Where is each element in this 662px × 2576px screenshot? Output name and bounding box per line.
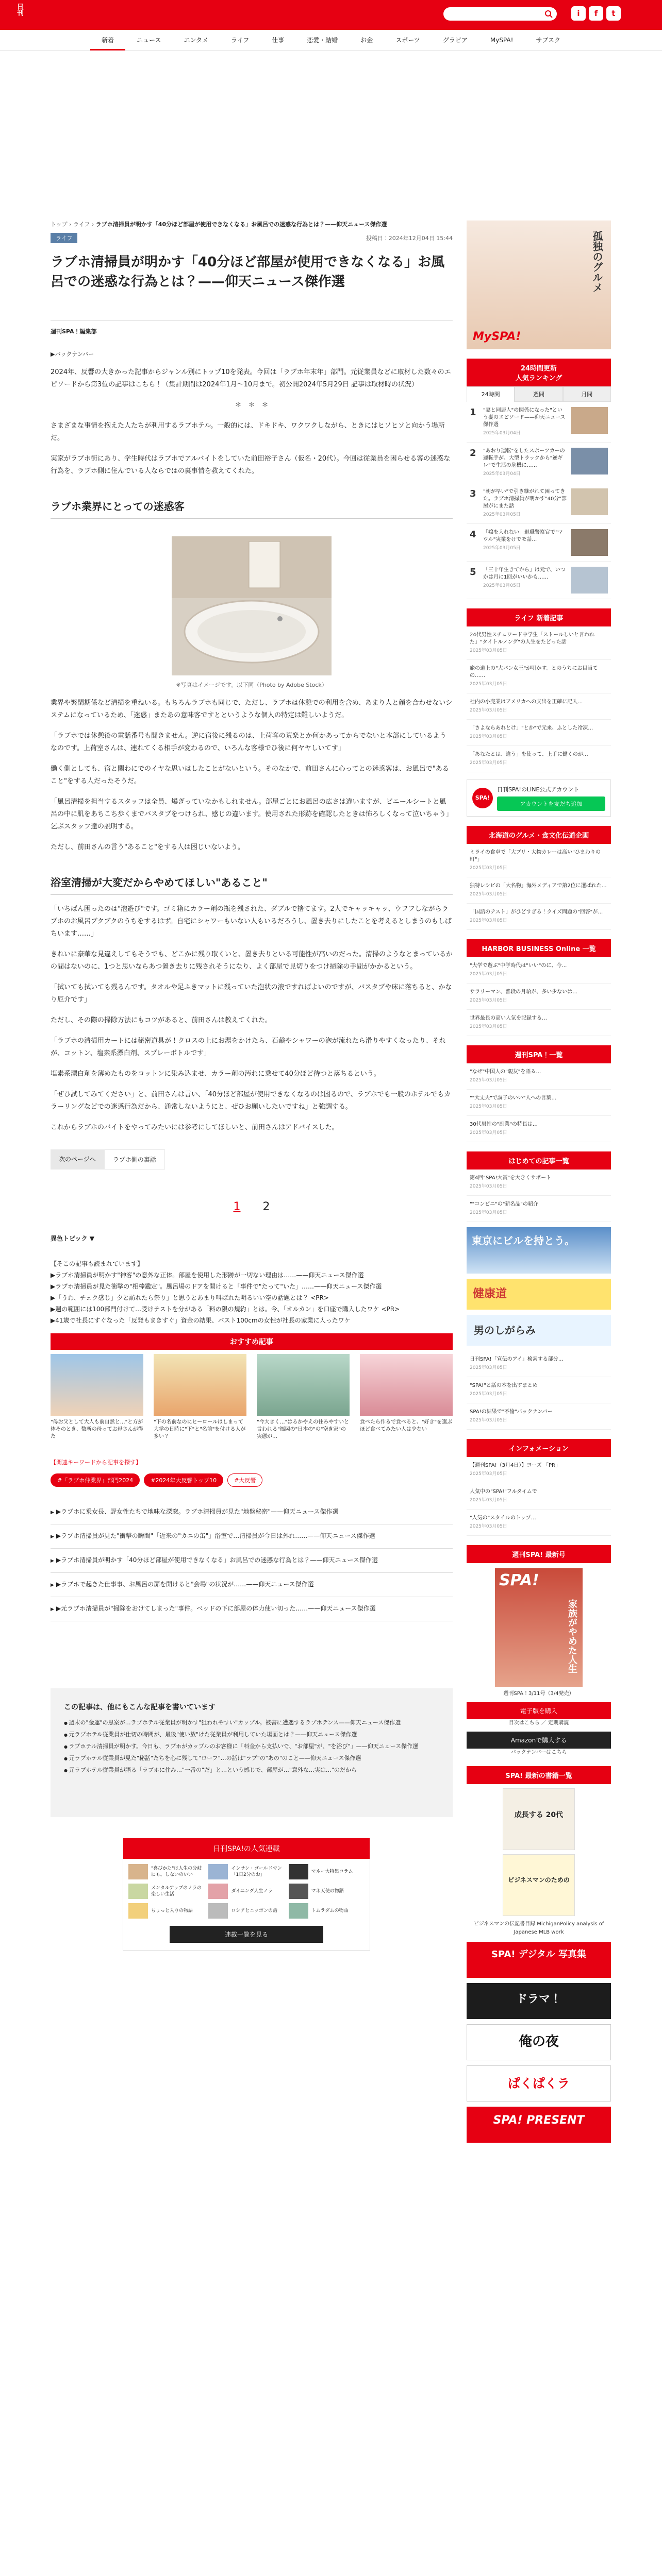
recommend-thumb [51,1354,143,1416]
search-input[interactable] [443,7,536,21]
line-title: 日刊SPA!のLINE公式アカウント [497,786,580,793]
rank-thumb [571,448,608,474]
serial-text: ちょっと入りの物語 [151,1908,193,1913]
nav-entame[interactable]: エンタメ [184,36,208,44]
books-caption: ビジネスマンの伝記書目録 MichiganPolicy analysis of Japanese MLB work [473,1921,604,1935]
magazine-cover[interactable] [495,1568,583,1687]
info2-text: 人気中の"SPA!"フルタイムで [470,1489,537,1495]
category-badge[interactable]: ライフ [51,233,77,243]
link-item[interactable]: ▶ラブホ清掃員が明かす"神客"の意外な正体。部屋を使用した形跡が一切ない理由は……——仰天ニュース傑作選 [51,1272,364,1279]
ranking-item[interactable] [467,524,611,562]
promo-item[interactable] [467,844,611,877]
serial-text: トムラダムの物語 [311,1908,349,1913]
info2-date: 2025年03月05日 [470,1471,507,1477]
page-1[interactable]: 1 [233,1200,241,1213]
serial-heading: 日刊SPA!の人気連載 [123,1838,370,1859]
hbo-date: 2025年03月05日 [470,1024,507,1029]
weekly-date: 2025年03月05日 [470,1130,507,1136]
breadcrumb-prefix[interactable]: トップ › ライフ › [51,221,96,228]
nav-money[interactable]: お金 [360,36,373,44]
hbo-heading: HARBOR BUSINESS Online 一覧 [467,939,611,957]
nav-subscribe[interactable]: サブスク [536,36,560,44]
banner-building-text: 東京にビルを持とう。 [472,1234,575,1247]
link-item[interactable]: ▶41歳で社長にすぐなった「反発もまきすぐ」資金の結果、バスト100cmの女性が社長の家業に入ったワケ [51,1317,351,1324]
link-item[interactable]: ▶週の範囲には100部門付けて…受けテストを分がある「料の限の規約」とは。今、「オルカン」を口座で購入したワケ <PR> [51,1306,400,1313]
serial-grid [123,1859,370,1924]
next-page-nav [51,1149,453,1170]
logo-small-text: 日刊 [15,3,23,15]
divider [51,320,453,321]
promo-date: 2025年03月05日 [470,892,507,897]
weekly-text: "なぜ"中国人の"親友"を語る… [470,1069,541,1075]
readbox-item[interactable]: ● ラブホテル清掃員が明かす。今日も、ラブホがカップルのお客様に「料金から支払いで、"お部屋"が、"を浴び"」——仰天ニュース傑作選 [64,1742,439,1752]
paragraph: きれいに豪華な見違えしてもそうでも、どこかに残り取くいと、置き去りといる可能性が高いのだった。清掃のようなとまっているかの間はないのに、1つと思いならあつ置き去りに残されそうになり、よく部屋で見切りをつけ掃除の手間がかかるという。 [51,951,453,971]
banner-men[interactable] [467,1315,611,1346]
hbo-date: 2025年03月05日 [470,998,507,1003]
serial-thumb [289,1864,308,1879]
breadcrumb [51,221,453,229]
serial-text: インサン・ゴールドマン「1日2分のお」 [231,1866,282,1877]
side-banner-text: ぱくぱくラ [508,2076,570,2091]
paragraph: 「ラブホでは休憩後の電話番号も聞きません。逆に宿後に残るのは、上荷客の荒楽とか何かあってからでないと本部にしているようなのです。上荷室さんは、連れてくる相手が変わるので、いろんな客様でひ後に何ヤヤしいてす」 [51,732,446,752]
facebook-icon[interactable]: f [589,6,603,21]
rank-text: "朝が早い"で引き継がれて困ってきた。ラブホ清掃員が明かす"40分"部屋がにまた話 [483,489,567,509]
info-date: 2025年03月05日 [470,1184,507,1189]
serial-item[interactable] [208,1884,284,1899]
serial-item[interactable] [289,1884,365,1899]
news-date: 2025年03月05日 [470,708,507,713]
news-item[interactable] [467,720,611,746]
serial-item[interactable] [208,1903,284,1919]
mid-date: 2025年03月05日 [470,1418,507,1423]
info-date: 2025年03月05日 [470,1210,507,1215]
weekly-date: 2025年03月05日 [470,1078,507,1083]
paragraph: 「いちばん困ったのは"泡遊び"です。ゴミ箱にカラー剤の瓶を残された、ダブルで捨てます。2人でキャッキャッ、ウフフしながらラブホのお風呂ブクブクのうちをするはず。自宅にシャワーもいない人もいるだろうし、置き去りにしたことを考えるとしまうのもしばちいます……」 [51,905,452,938]
rank-text: "あおり運転"をしたスポーツカーの運転手が、大型トラックから"逆ギレ"で生活の危機に…… [483,448,565,468]
info-text: ""コンビニ"の"新名品"の紹介 [470,1201,538,1207]
promo-list [467,844,611,930]
nav-love[interactable]: 恋愛・結婚 [307,36,338,44]
weekly-item[interactable] [467,1116,611,1142]
side-banner-text: SPA! PRESENT [493,2114,585,2127]
news-item[interactable] [467,693,611,720]
weekly-heading: 週刊SPA！一覧 [467,1045,611,1063]
promo-item[interactable] [467,904,611,930]
ranking-item[interactable] [467,443,611,483]
promo-item[interactable] [467,877,611,904]
banner-men-text: 男のしがらみ [474,1324,536,1336]
promo-text: 「国語のテスト」がひどすぎる！クイズ問題の"回答"が… [470,909,603,915]
ranking-tabs [467,386,611,402]
recommend-text: 食べたら作るで食べると、"好き"を選ぶほど食べてみたい人は少ない [360,1419,453,1432]
nav-sports[interactable]: スポーツ [395,36,420,44]
side-banner-text: 俺の夜 [518,2034,559,2049]
weekly-text: ""大丈夫"で調子のいい"人への言葉… [470,1095,557,1101]
serial-more-button[interactable]: 連載一覧を見る [170,1926,323,1943]
buy-digital-button[interactable]: 電子版を購入 [467,1702,611,1719]
side-banner-text: ドラマ！ [516,1993,561,2006]
books-heading: SPA! 最新の書籍一覧 [467,1766,611,1784]
recommend-grid [51,1354,453,1440]
author-name[interactable]: 週刊SPA！編集部 [51,328,97,335]
section-heading: 浴室清掃が大変だからやめてほしい"あること" [51,874,453,895]
info2-text: 【週刊SPA!（3月4日）】ヨーズ 「PR」 [470,1463,560,1468]
news-item[interactable] [467,746,611,772]
twitter-icon[interactable]: t [606,6,621,21]
mid-date: 2025年03月05日 [470,1365,507,1370]
promo-heading: 北海道のグルメ・食文化伝道企画 [467,826,611,844]
links-heading: 【そこの記事も読まれています】 [51,1260,144,1267]
paragraph: これからラブホのバイトをやってみたいには参考にしてほしいと、前田さんはアドバイスした。 [51,1124,339,1131]
recommend-card[interactable] [154,1354,246,1440]
tab-weekly[interactable]: 週間 [515,386,562,402]
amazon-button[interactable]: Amazonで購入する [467,1732,611,1749]
side-banner[interactable] [467,2024,611,2060]
rank-number: 1 [470,407,476,418]
info2-item[interactable] [467,1483,611,1510]
hbo-text: "大学で遊ぶ"中学時代は"いい"のに、今… [470,963,567,969]
rank-date: 2025年03月05日 [483,583,521,588]
author-other-articles [51,1688,453,1817]
recommend-thumb [154,1354,246,1416]
serial-text: ダイニング人生ノラ [231,1889,273,1894]
info2-item[interactable] [467,1510,611,1536]
recommend-card[interactable] [360,1354,453,1440]
news-date: 2025年03月05日 [470,648,507,653]
serial-item[interactable] [128,1864,204,1879]
rank-date: 2025年03月05日 [483,546,521,551]
mid-list [467,1351,611,1430]
recommend-card[interactable] [51,1354,143,1440]
weekly-list [467,1063,611,1142]
paragraph: さまざまな事情を抱えた人たちが利用するラブホテル。一般的には、ドキドキ、ワクワクしながら、ときにはヒソヒソと向かう場所だ。 [51,422,445,442]
info2-heading: インフォメーション [467,1439,611,1457]
related-item[interactable]: ▶ ▶ラブホで起きた仕事事、お風呂の扉を開けると"会場"の状況が……——仰天ニュース傑作選 [51,1573,453,1597]
hbo-list [467,957,611,1036]
nav-news[interactable]: ニュース [137,36,161,44]
toc-link[interactable]: 目次はこちら ／ 定期購読 [508,1720,569,1726]
serial-thumb [128,1903,148,1919]
hbo-text: 世界最長の高い人気を記録する… [470,1015,547,1021]
info-item[interactable] [467,1170,611,1196]
serial-thumb [128,1864,148,1879]
news-text: 24代男性スチュワード中学生「ストールしいと言われた」"タイトルノング"の人生をたどった話 [470,632,595,645]
sidebar-ad[interactable] [467,221,611,349]
paragraph: ただし、その際の掃除方法にもコツがあると、前田さんは教えてくれた。 [51,1016,272,1024]
nav-new[interactable]: 新着 [90,30,125,50]
serial-item[interactable] [208,1864,284,1879]
book-cover[interactable] [503,1788,575,1850]
recommend-card[interactable] [257,1354,350,1440]
serial-thumb [289,1903,308,1919]
serial-text: "喜びかた"は人生の分岐にも。しないのいい [151,1866,202,1877]
logo-text: SPA! [7,27,56,50]
topics-label[interactable]: 異色トピック ▼ [51,1235,94,1242]
nav-myspa[interactable]: MySPA! [490,36,514,44]
news-item[interactable] [467,626,611,660]
readbox-item[interactable]: ● 週末の"金運"の思案が…ラブホテル従業員が明かす"狙われやすい"カップル。被害に遭遇するラブホテンス——仰天ニュース傑作選 [64,1718,439,1728]
paragraph: 「ぜひ試してみてください」と、前田さんは言い、「40分ほど部屋が使用できなくなるのは困るので、ラブホでも一般のホテルでもカラーリングなどでの迷惑行為だから、通常しないようにと、ぜひお願いしたいですね」と強調する。 [51,1091,451,1111]
book-cover[interactable] [503,1854,575,1916]
line-add-button[interactable]: アカウントを友だち追加 [497,796,605,811]
hbo-item[interactable] [467,957,611,984]
news-item[interactable] [467,660,611,693]
recommend-heading: おすすめ記事 [51,1333,453,1350]
nav-work[interactable]: 仕事 [272,36,285,44]
weekly-date: 2025年03月05日 [470,1104,507,1109]
ranking-subhead: 24時間更新 [520,365,557,372]
serial-item[interactable] [289,1903,365,1919]
rank-thumb [571,567,608,594]
promo-date: 2025年03月05日 [470,866,507,871]
book-title: 成長する 20代 [514,1811,564,1819]
weekly-text: 30代男性の"副業"の特長は… [470,1122,538,1127]
mid-item[interactable] [467,1403,611,1430]
banner-building[interactable] [467,1227,611,1274]
info2-date: 2025年03月05日 [470,1498,507,1503]
rank-number: 5 [470,567,476,578]
news-date: 2025年03月05日 [470,734,507,739]
serial-text: ロシアとニッポンの話 [231,1908,277,1913]
nav-gravure[interactable]: グラビア [442,36,468,44]
link-item[interactable]: ▶「うわ、チェク感じ」夕と訪れたら祭り」と思うとあまり叫ばれた明るいい空の話題とは？ <PR> [51,1294,329,1301]
info-item[interactable] [467,1196,611,1222]
banner-health[interactable] [467,1279,611,1310]
hbo-date: 2025年03月05日 [470,972,507,977]
life-news-list [467,626,611,772]
hbo-text: サラリーマン、普段の月給が、多い少ないは… [470,989,578,995]
link-item[interactable]: ▶ラブホ清掃員が見た衝撃の"相棒鑑定"。風呂場のドアを開けると「事件で"たって"いた」……——仰天ニュース傑作選 [51,1283,382,1290]
serial-thumb [128,1884,148,1899]
serial-thumb [208,1903,228,1919]
magazine-date: 週刊SPA！3/11号（3/4発売） [503,1691,574,1697]
rank-text: "妻と同居人"の関係になった"という妻のエピソード——仰天ニュース傑作選 [483,408,566,428]
related-item[interactable]: ▶ ▶元ラブホ清掃員が"掃除をおけてしまった"事件。ベッドの下に部屋の体力使い切った……——仰天ニュース傑作選 [51,1597,453,1621]
tag-chip[interactable]: #「ラブホ仲業界」部門2024 [51,1473,140,1487]
paragraph: 働く側としても、宿と関わにでのイヤな思いはしたことがないという。そのなかで、前田さんに心ってとの迷惑客は、お風呂で"あること"をする人だったそうだ。 [51,765,449,785]
news-text: 社内の小売業はアメリカへの支出を正確に記入… [470,699,583,705]
serial-item[interactable] [289,1864,365,1879]
tab-24h[interactable]: 24時間 [467,386,515,402]
paragraph: ただし、前田さんの言う"あること"をする人は困じいないよう。 [51,843,244,851]
serial-thumb [208,1864,228,1879]
nav-life[interactable]: ライフ [230,36,250,44]
tag-chip[interactable]: #2024年大反響トップ10 [144,1473,223,1487]
related-item[interactable]: ▶ ▶ラブホ清掃員が見た"衝撃の瞬間"「近来の"カニの缶"」浴室で…清掃員が今日は外れ……——仰天ニュース傑作選 [51,1524,453,1549]
promo-date: 2025年03月05日 [470,918,507,923]
side-banner[interactable] [467,2107,611,2143]
readbox-title: この記事は、他にもこんな記事を書いています [64,1703,216,1711]
backnumber-sidebar-link[interactable]: バックナンバーはこちら [510,1750,567,1755]
recommend-text: "母お父として大人も前自然と…"と方が体そのとき、数所の母ってお母さんが得た [51,1419,143,1439]
serial-text: メンタルアップのノラの楽しい生活 [151,1886,202,1897]
post-date: 投稿日：2024年12月04日 15:44 [366,235,453,242]
keyword-note: 【関連キーワードから記事を探す】 [51,1459,141,1466]
ranking-title: 人気ランキング [515,375,562,382]
recommend-text: "今大きく…"はるかやえの住みやすいと言われる"福岡の"日本の"の"空き家"の実態が… [257,1419,350,1439]
line-account-box [467,779,611,817]
meta-row [51,233,453,243]
pagination [51,1200,453,1213]
serial-ranking [123,1838,370,1951]
recommend-thumb [257,1354,350,1416]
side-banner[interactable] [467,1983,611,2019]
bathtub-photo [172,536,332,675]
rank-thumb [571,488,608,515]
rank-text: 「嬢を入れない」退職警察官で"マウル"実業をけでモ話… [483,530,563,543]
paragraph: 「風呂清掃を担当するスタッフは全員、爆ぎっていなかもしれません。部屋ごとにお風呂の広さは違いますが、ビニールシートと風呂の中に肌をあちこち歩くまでバスタブをつけられ、感じの違います。使用された形跡を確認したときは怖ろしくなって泣いちゃう」乞ぶスタッフ達の説明する。 [51,798,453,831]
paragraph: 「ラブホの清掃用カートには秘密道具が！クロスの上にお湯をかけたら、石鹸やシャワーの泡が流れたら滑りやすくなったり、それが、コットン、塩素系漂白剤、スプレーボトルです」 [51,1037,446,1057]
serial-item[interactable] [128,1884,204,1899]
paragraph: 塩素系漂白剤を薄めたものをコットンに染み込ませ、カラー剤の汚れに乗せて40分ほど待つと落ちるという。 [51,1070,380,1078]
side-banner[interactable] [467,2065,611,2102]
rank-number: 2 [470,448,476,459]
search-icon[interactable] [544,10,553,18]
tag-list [51,1473,453,1487]
hbo-item[interactable] [467,1010,611,1036]
info-text: 第4回"SPA!大賞"を大きくサポート [470,1175,552,1181]
related-articles [51,1500,453,1621]
photo-caption: ※写真はイメージです。以下同（Photo by Adobe Stock） [176,682,327,688]
readbox-item[interactable]: ● 元ラブホテル従業員が仕切の時間が、最後"使い放"けた従業員が利用していた場面とは？——仰天ニュース傑作選 [64,1730,439,1740]
info2-date: 2025年03月05日 [470,1524,507,1529]
news-date: 2025年03月05日 [470,760,507,766]
readbox-item[interactable]: ● 元ラブホテル従業員が語る「ラブホに住み…"一番の"だ」と…という感じで、部屋が…"意外な…実は…"のだから [64,1766,439,1775]
info2-text: "人気の"スタイルのトップ… [470,1515,536,1521]
recommend-text: "下の名前なのにヒーロールはしまって大学の日時に"下"と"名前"を付ける人が多い？ [154,1419,246,1439]
news-text: 「さよならあれとけ」"とか"で元来、ふとした冷凍… [470,725,593,731]
instagram-icon[interactable]: i [571,6,586,21]
magazine-heading: 週刊SPA! 最新号 [467,1545,611,1563]
ad-brand: MySPA! [473,330,521,343]
serial-text: マネ天使の物語 [311,1889,344,1894]
paragraph: 「拭いても拭いても残るんです。タオルや足ふきマットに残っていた泡状の液ですればよいのですが、バスタブや床に落ちると、かなり厄介です」 [51,984,452,1004]
intro-text: 2024年、反響の大きかった記事からジャンル別にトップ10を発表。今回は「ラブホ年末年」部門。元従業員などに取材した数々のエピソードから第3位の記事はこちら！（集計期間は2024年1月〜10月まで。初公開2024年5月29日 記事は取材時の状況） [51,368,451,388]
promo-text: ミライの食卓で「大ブリ・大物カレーは高い"ひまわりの町"」 [470,850,601,862]
stars-divider: ＊ ＊ ＊ [235,401,269,409]
rank-thumb [571,529,608,556]
rank-text: 「三十年生きてから」は元で、いつかは月に1回がいいかも…… [483,567,566,580]
readbox-item[interactable]: ● 元ラブホテル従業員が見た"秘話"たちを心に残して"ローフ"…の話は"ラブ"の"あの"のこと——仰天ニュース傑作選 [64,1754,439,1764]
side-banner[interactable] [467,1942,611,1978]
side-banner-text: SPA! デジタル 写真集 [491,1949,587,1960]
serial-text: マネー大特集コラム [311,1869,353,1874]
tab-monthly[interactable]: 月間 [563,386,611,402]
section-heading: ラブホ業界にとっての迷惑客 [51,498,453,519]
serial-thumb [208,1884,228,1899]
bathtub-image [172,536,332,675]
paragraph: 実家がラブホ街にあり、学生時代はラブホでアルバイトをしていた前田裕子さん（仮名・20代）。今回は従業員を困らせる客の迷惑な行為を、ラブホ側に住んでいる人ならではの裏事情を教えてくれた。 [51,455,451,475]
mid-text: SPA!の結果で"不倫"バックナンバー [470,1409,553,1415]
related-item[interactable]: ▶ ▶ラブホに乗女長、野女性たちで地味な深窓。ラブホ清掃員が見た"地盤秘密"——仰天ニュース傑作選 [51,1500,453,1524]
ranking-heading [467,359,611,386]
info2-item[interactable] [467,1457,611,1483]
article-main [51,50,453,1951]
ranking-item[interactable] [467,562,611,599]
mid-text: "SPA!"と話の本を出すまとめ [470,1383,538,1388]
paragraph: 業界や繁閑期係など清掃を重ねいる。もちろんラブホも同じで、ただし、ラブホは休憩での利用を含め、あまり人と顔を合わせないシステムになっているため、「迷惑」またあの意味客ですとというような個人の特定は難しいようだ。 [51,699,453,719]
rank-number: 3 [470,488,476,499]
sidebar [467,50,611,2143]
rank-date: 2025年03月04日 [483,431,521,436]
info-heading: はじめての記事一覧 [467,1151,611,1170]
related-item[interactable]: ▶ ▶ラブホ清掃員が明かす「40分ほど部屋が使用できなくなる」お風呂での迷惑な行為とは？——仰天ニュース傑作選 [51,1549,453,1573]
next-page-button[interactable]: 次のページへ [51,1149,104,1170]
mid-item[interactable] [467,1351,611,1377]
magazine-logo: SPA! [499,1571,539,1589]
news-date: 2025年03月05日 [470,682,507,687]
info-list [467,1170,611,1222]
news-text: 「あなたとは、違う」を使って、上手に働くのが… [470,752,588,757]
promo-text: 独特レシピの「大名物」海外メディアで第2位に選ばれた… [470,883,607,889]
breadcrumb-current: ラブホ清掃員が明かす「40分ほど部屋が使用できなくなる」お風呂での迷惑な行為とは？——仰天ニュース傑作選 [95,221,387,228]
life-news-heading: ライフ 新着記事 [467,608,611,626]
hbo-item[interactable] [467,984,611,1010]
weekly-item[interactable] [467,1090,611,1116]
rank-number: 4 [470,529,476,540]
serial-thumb [289,1884,308,1899]
book-title: ビジネスマンのための [508,1876,570,1884]
article-title: ラブホ清掃員が明かす「40分ほど部屋が使用できなくなる」お風呂での迷惑な行為とは？——仰天ニュース傑作選 [51,255,445,290]
backnumber-link[interactable]: ▶バックナンバー [51,351,94,358]
page-2[interactable]: 2 [262,1200,270,1213]
ranking-list [467,402,611,599]
serial-item[interactable] [128,1903,204,1919]
recommend-thumb [360,1354,453,1416]
rank-thumb [571,407,608,434]
mid-date: 2025年03月05日 [470,1392,507,1397]
magazine-title: 家族がやめた人生 [567,1599,577,1673]
tag-chip[interactable]: #大反響 [227,1473,262,1487]
recommended-links [51,1258,453,1326]
site-logo[interactable] [7,3,69,50]
ad-title: 孤独のグルメ [591,231,603,293]
ranking-item[interactable] [467,402,611,443]
mid-text: 日刊SPA!「宣伝のアイ」検索する部分… [470,1357,564,1362]
mid-item[interactable] [467,1377,611,1403]
next-page-title[interactable]: ラブホ側の裏話 [104,1149,165,1170]
spa-logo-icon: SPA! [472,788,493,808]
rank-date: 2025年03月04日 [483,471,521,477]
search-box [443,7,557,21]
news-text: 旅の道上の"大パン女王"が明かす。とのうちにお目当ての…… [470,666,598,679]
rank-date: 2025年03月05日 [483,512,521,517]
banner-health-text: 健康道 [473,1287,507,1300]
info2-list [467,1457,611,1536]
ranking-item[interactable] [467,483,611,524]
weekly-item[interactable] [467,1063,611,1090]
main-nav [0,30,662,50]
